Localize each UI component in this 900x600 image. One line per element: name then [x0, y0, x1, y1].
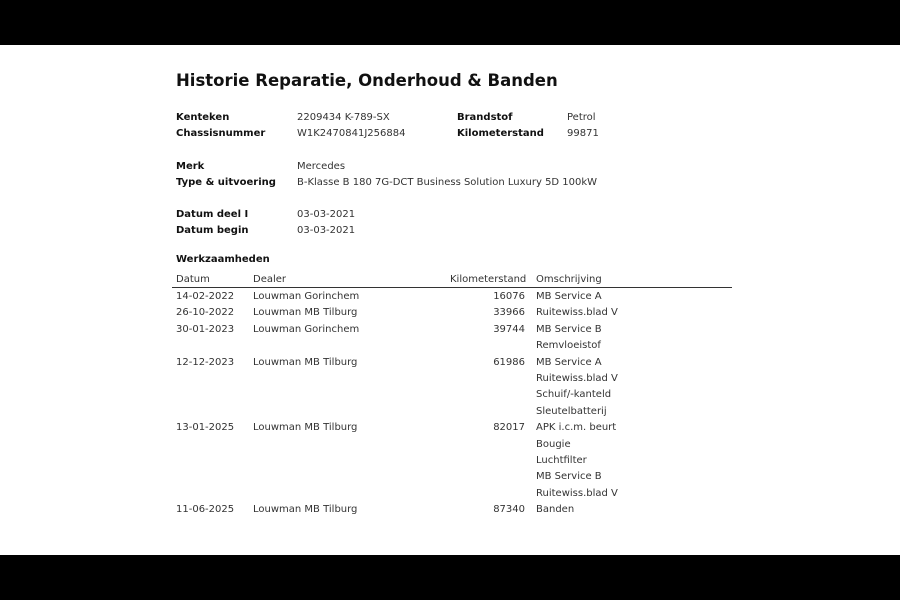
- row-datum: 13-01-2025: [176, 422, 235, 434]
- row-datum: 26-10-2022: [176, 307, 235, 319]
- row-omschrijving-item: MB Service B: [536, 323, 602, 335]
- row-datum: 11-06-2025: [176, 504, 235, 516]
- row-omschrijving-item: Ruitewiss.blad V: [536, 487, 618, 499]
- chassis-value: W1K2470841J256884: [297, 128, 406, 139]
- row-dealer: Louwman MB Tilburg: [253, 504, 358, 516]
- kenteken-label: Kenteken: [176, 112, 230, 123]
- page-title: Historie Reparatie, Onderhoud & Banden: [176, 71, 558, 90]
- header-divider: [172, 287, 732, 288]
- brandstof-label: Brandstof: [457, 112, 513, 123]
- kenteken-value: 2209434 K-789-SX: [297, 112, 390, 123]
- row-omschrijving-item: Luchtfilter: [536, 455, 587, 466]
- row-datum: 14-02-2022: [176, 291, 235, 302]
- row-dealer: Louwman Gorinchem: [253, 323, 360, 335]
- row-omschrijving-item: MB Service A: [536, 291, 602, 302]
- werkzaamheden-heading: Werkzaamheden: [176, 254, 270, 265]
- row-datum: 12-12-2023: [176, 356, 235, 368]
- datum-deel-label: Datum deel I: [176, 209, 249, 220]
- row-omschrijving-item: MB Service A: [536, 356, 602, 368]
- datum-begin-label: Datum begin: [176, 225, 249, 236]
- column-header-omschrijving: Omschrijving: [536, 274, 602, 285]
- row-omschrijving-item: Bougie: [536, 438, 571, 450]
- chassis-label: Chassisnummer: [176, 128, 266, 139]
- row-kilometerstand: 61986: [493, 356, 525, 368]
- row-dealer: Louwman Gorinchem: [253, 291, 360, 302]
- kilometerstand-label: Kilometerstand: [457, 128, 544, 139]
- row-dealer: Louwman MB Tilburg: [253, 356, 358, 368]
- merk-value: Mercedes: [297, 161, 346, 172]
- column-header-kilometerstand: Kilometerstand: [450, 274, 527, 285]
- row-kilometerstand: 82017: [493, 422, 525, 434]
- row-dealer: Louwman MB Tilburg: [253, 307, 358, 319]
- row-kilometerstand: 16076: [493, 291, 525, 302]
- document-page: [0, 45, 900, 555]
- row-kilometerstand: 87340: [493, 504, 525, 516]
- row-omschrijving-item: Banden: [536, 504, 575, 516]
- column-header-datum: Datum: [176, 274, 210, 285]
- datum-deel-value: 03-03-2021: [297, 209, 356, 220]
- brandstof-value: Petrol: [567, 112, 596, 123]
- row-omschrijving-item: Ruitewiss.blad V: [536, 307, 618, 319]
- row-kilometerstand: 39744: [493, 323, 525, 335]
- row-omschrijving-item: MB Service B: [536, 471, 602, 483]
- type-value: B-Klasse B 180 7G-DCT Business Solution Luxury 5D 100kW: [297, 177, 598, 188]
- row-omschrijving-item: Schuif/-kanteld: [536, 389, 612, 401]
- kilometerstand-value: 99871: [567, 128, 599, 139]
- datum-begin-value: 03-03-2021: [297, 225, 356, 236]
- row-omschrijving-item: Ruitewiss.blad V: [536, 373, 618, 384]
- type-label: Type & uitvoering: [176, 177, 276, 188]
- row-omschrijving-item: Remvloeistof: [536, 340, 601, 352]
- merk-label: Merk: [176, 161, 205, 172]
- row-dealer: Louwman MB Tilburg: [253, 422, 358, 434]
- row-omschrijving-item: APK i.c.m. beurt: [536, 422, 617, 434]
- row-omschrijving-item: Sleutelbatterij: [536, 405, 607, 417]
- row-kilometerstand: 33966: [493, 307, 525, 319]
- row-datum: 30-01-2023: [176, 323, 235, 335]
- column-header-dealer: Dealer: [253, 274, 287, 285]
